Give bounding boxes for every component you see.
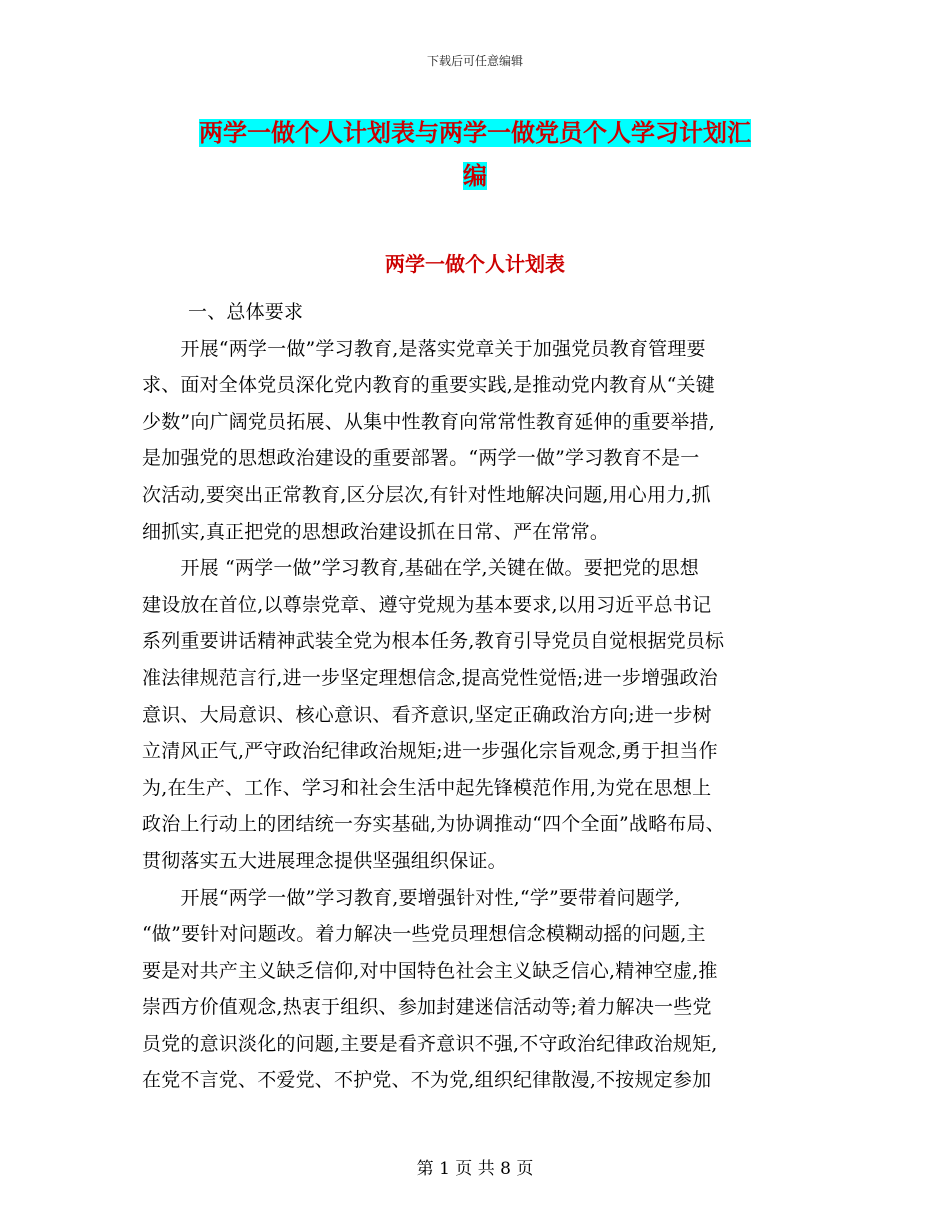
text-line: 建设放在首位,以尊崇党章、遵守党规为基本要求,以用习近平总书记 bbox=[142, 593, 712, 616]
text-line: 准法律规范言行,进一步坚定理想信念,提高党性觉悟;进一步增强政治 bbox=[142, 666, 718, 689]
page-footer: 第 1 页 共 8 页 bbox=[416, 1159, 534, 1179]
text-line: 立清风正气,严守政治纪律政治规矩;进一步强化宗旨观念,勇于担当作 bbox=[142, 740, 718, 763]
text-line: 员党的意识淡化的问题,主要是看齐意识不强,不守政治纪律政治规矩, bbox=[142, 1032, 718, 1055]
text-line: 意识、大局意识、核心意识、看齐意识,坚定正确政治方向;进一步树 bbox=[142, 703, 712, 726]
header-note: 下载后可任意编辑 bbox=[426, 54, 523, 68]
title-line-1: 两学一做个人计划表与两学一做党员个人学习计划汇 bbox=[199, 119, 751, 147]
section-heading: 一、总体要求 bbox=[188, 301, 304, 323]
text-line: 开展“两学一做”学习教育,要增强针对性,“学”要带着问题学, bbox=[142, 886, 681, 909]
text-line: 次活动,要突出正常教育,区分层次,有针对性地解决问题,用心用力,抓 bbox=[142, 483, 711, 506]
text-line: 为,在生产、工作、学习和社会生活中起先锋模范作用,为党在思想上 bbox=[142, 776, 712, 799]
text-line: “做”要针对问题改。着力解决一些党员理想信念模糊动摇的问题,主 bbox=[142, 923, 706, 946]
text-line: 开展 “两学一做”学习教育,基础在学,关键在做。要把党的思想 bbox=[142, 557, 699, 580]
text-line: 在党不言党、不爱党、不护党、不为党,组织纪律散漫,不按规定参加 bbox=[142, 1069, 712, 1092]
text-line: 贯彻落实五大进展理念提供坚强组织保证。 bbox=[142, 849, 507, 872]
title-line-2: 编 bbox=[463, 162, 487, 190]
text-line: 系列重要讲话精神武装全党为根本任务,教育引导党员自觉根据党员标 bbox=[142, 630, 725, 653]
text-line: 政治上行动上的团结统一夯实基础,为协调推动“四个全面”战略布局、 bbox=[142, 813, 725, 836]
section-title: 两学一做个人计划表 bbox=[385, 252, 565, 276]
text-line: 崇西方价值观念,热衷于组织、参加封建迷信活动等;着力解决一些党 bbox=[142, 996, 712, 1019]
text-line: 开展“两学一做”学习教育,是落实党章关于加强党员教育管理要 bbox=[142, 337, 706, 360]
body-text bbox=[142, 294, 812, 1099]
text-line: 是加强党的思想政治建设的重要部署。“两学一做”学习教育不是一 bbox=[142, 447, 700, 470]
text-line: 要是对共产主义缺乏信仰,对中国特色社会主义缺乏信心,精神空虚,推 bbox=[142, 959, 718, 982]
text-line: 少数”向广阔党员拓展、从集中性教育向常常性教育延伸的重要举措, bbox=[142, 410, 715, 433]
text-line: 细抓实,真正把党的思想政治建设抓在日常、严在常常。 bbox=[142, 520, 610, 543]
text-line: 求、面对全体党员深化党内教育的重要实践,是推动党内教育从“关键 bbox=[142, 374, 715, 397]
document-title bbox=[0, 112, 950, 198]
